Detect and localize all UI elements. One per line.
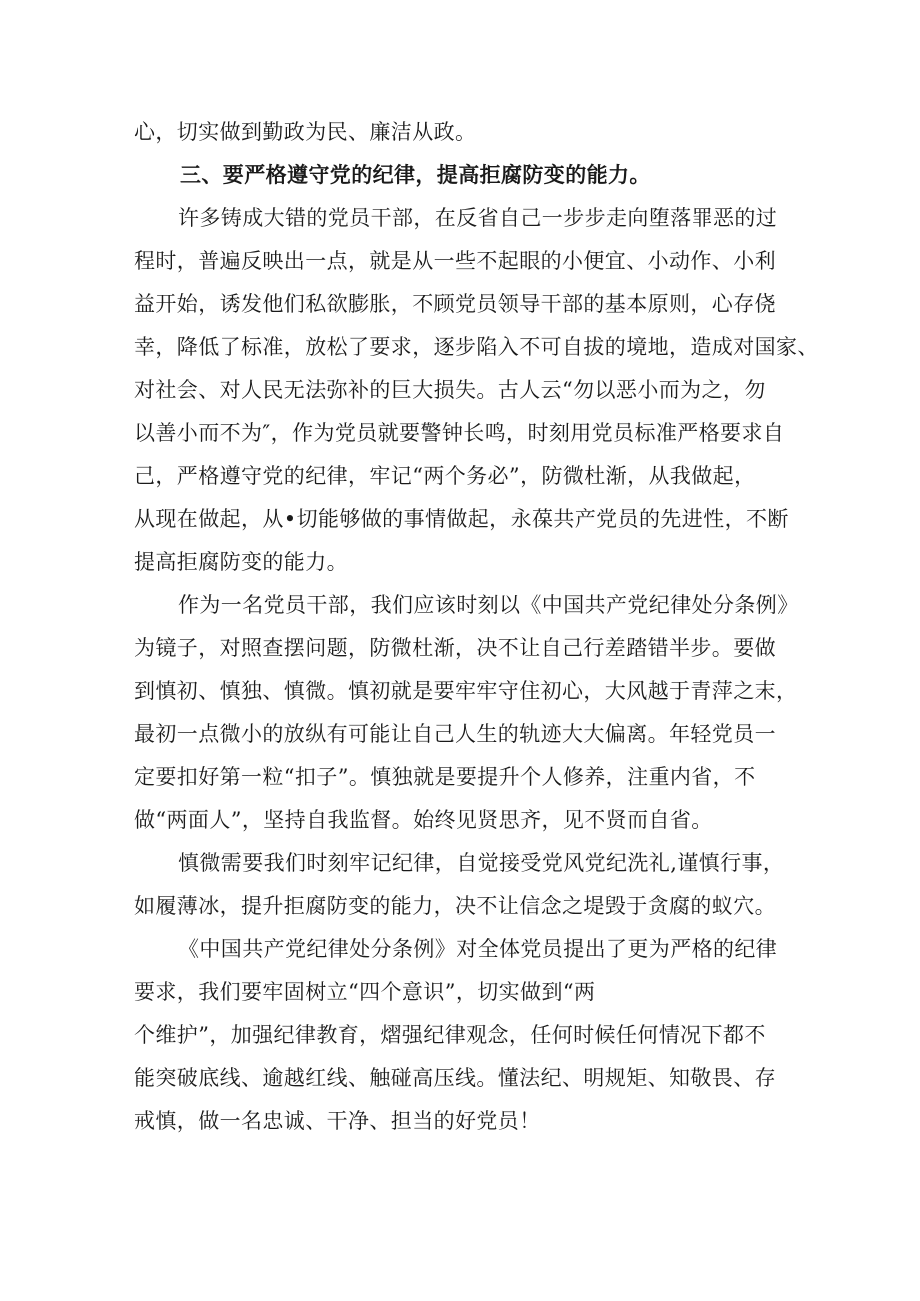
paragraph-line: 以善小而不为″，作为党员就要警钟长鸣，时刻用党员标准严格要求自 <box>134 421 785 445</box>
paragraph-line: 要求，我们要牢固树立“四个意识”，切实做到“两 <box>134 980 596 1004</box>
paragraph-line: 益开始，诱发他们私欲膨胀，不顾党员领导干部的基本原则，心存侥 <box>134 292 776 316</box>
paragraph-line: 对社会、对人民无法弥补的巨大损失。古人云“勿以恶小而为之，勿 <box>134 378 766 402</box>
paragraph-line: 《中国共产党纪律处分条例》对全体党员提出了更为严格的纪律 <box>178 937 778 961</box>
paragraph-line: 己，严格遵守党的纪律，牢记“两个务必”，防微杜渐，从我做起， <box>134 464 756 488</box>
paragraph-line: 做“两面人”，坚持自我监督。始终见贤思齐，见不贤而自省。 <box>134 808 713 832</box>
paragraph-line: 戒慎，做一名忠诚、干净、担当的好党员！ <box>134 1109 541 1133</box>
paragraph-line: 到慎初、慎独、慎微。慎初就是要牢牢守住初心，大风越于青萍之末， <box>134 679 798 703</box>
paragraph-line: 心，切实做到勤政为民、廉洁从政。 <box>134 120 477 144</box>
paragraph-line: 如履薄冰，提升拒腐防变的能力，决不让信念之堤毁于贪腐的蚁穴。 <box>134 894 776 918</box>
paragraph-line: 作为一名党员干部，我们应该时刻以《中国共产党纪律处分条例》 <box>178 593 799 617</box>
paragraph-line: 个维护”，加强纪律教育，熠强纪律观念，任何时候任何情况下都不 <box>134 1023 766 1047</box>
section-heading: 三、要严格遵守党的纪律，提高拒腐防变的能力。 <box>180 162 651 187</box>
paragraph-line: 许多铸成大错的党员干部，在反省自己一步步走向堕落罪恶的过 <box>178 206 778 230</box>
paragraph-line: 为镜子，对照查摆问题，防微杜渐，决不让自己行差踏错半步。要做 <box>134 636 776 660</box>
paragraph-line: 幸，降低了标准，放松了要求，逐步陷入不可自拔的境地，造成对国家、 <box>134 335 819 359</box>
paragraph-line: 从现在做起，从•切能够做的事情做起，永葆共产党员的先进性，不断 <box>134 507 789 531</box>
paragraph-line: 最初一点微小的放纵有可能让自己人生的轨迹大大偏离。年轻党员一 <box>134 722 776 746</box>
paragraph-line: 能突破底线、逾越红线、触碰高压线。懂法纪、明规矩、知敬畏、存 <box>134 1066 776 1090</box>
paragraph-line: 定要扣好第一粒“扣子”。慎独就是要提升个人修养，注重内省，不 <box>134 765 756 789</box>
paragraph-line: 提高拒腐防变的能力。 <box>134 550 348 574</box>
paragraph-line: 程时，普遍反映出一点，就是从一些不起眼的小便宜、小动作、小利 <box>134 249 776 273</box>
paragraph-line: 慎微需要我们时刻牢记纪律，自觉接受党风党纪洗礼,谨慎行事， <box>178 851 785 875</box>
